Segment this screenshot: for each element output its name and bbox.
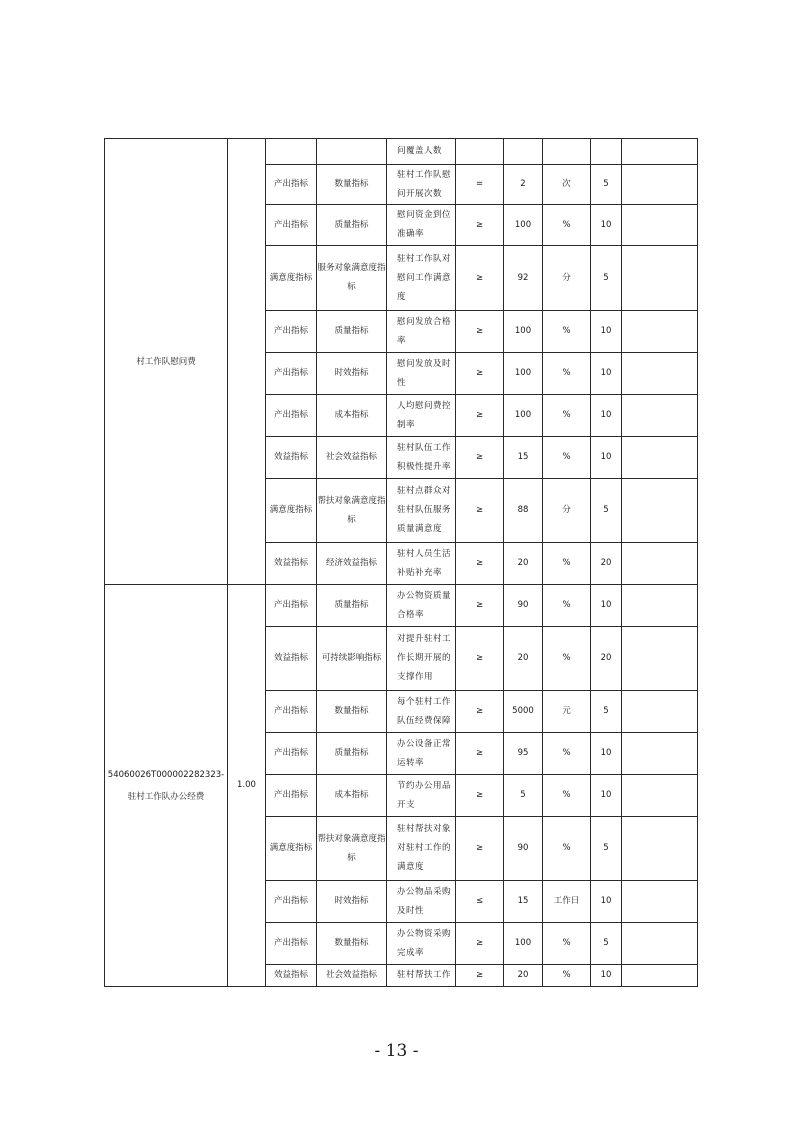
score-cell: 10 (591, 353, 622, 395)
operator-cell: ≤ (456, 881, 504, 923)
unit-cell: % (543, 733, 591, 775)
indicator-type-cell (266, 139, 317, 165)
operator-cell: ≥ (456, 817, 504, 881)
score-cell: 5 (591, 246, 622, 311)
indicator-name-cell: 驻村帮扶工作 (387, 965, 456, 987)
indicator-type-cell: 产出指标 (266, 585, 317, 627)
operator-cell (456, 139, 504, 165)
unit-cell: % (543, 923, 591, 965)
remark-cell (622, 923, 698, 965)
remark-cell (622, 479, 698, 543)
indicator-name-cell: 慰问发放及时性 (387, 353, 456, 395)
operator-cell: ≥ (456, 395, 504, 437)
target-value-cell: 20 (504, 627, 543, 691)
indicator-type-cell: 满意度指标 (266, 246, 317, 311)
operator-cell: = (456, 165, 504, 205)
indicator-type-cell: 效益指标 (266, 437, 317, 479)
remark-cell (622, 775, 698, 817)
target-value-cell: 88 (504, 479, 543, 543)
indicator-type-cell: 产出指标 (266, 733, 317, 775)
unit-cell: 分 (543, 246, 591, 311)
score-cell (591, 139, 622, 165)
indicator-subtype-cell: 时效指标 (317, 881, 387, 923)
target-value-cell: 90 (504, 585, 543, 627)
operator-cell: ≥ (456, 585, 504, 627)
target-value-cell: 90 (504, 817, 543, 881)
project-name-cell: 村工作队慰问费 (105, 139, 228, 585)
score-cell: 10 (591, 881, 622, 923)
unit-cell: % (543, 395, 591, 437)
score-cell: 10 (591, 965, 622, 987)
target-value-cell: 95 (504, 733, 543, 775)
score-cell: 20 (591, 543, 622, 585)
indicator-name-cell: 驻村队伍工作积极性提升率 (387, 437, 456, 479)
unit-cell: % (543, 437, 591, 479)
indicator-subtype-cell: 可持续影响指标 (317, 627, 387, 691)
indicator-name-cell: 慰问发放合格率 (387, 311, 456, 353)
operator-cell: ≥ (456, 733, 504, 775)
unit-cell: % (543, 585, 591, 627)
target-value-cell: 100 (504, 205, 543, 246)
indicator-name-cell: 节约办公用品开支 (387, 775, 456, 817)
target-value-cell: 20 (504, 965, 543, 987)
indicator-subtype-cell: 服务对象满意度指标 (317, 246, 387, 311)
indicator-name-cell: 办公设备正常运转率 (387, 733, 456, 775)
target-value-cell: 100 (504, 395, 543, 437)
indicator-type-cell: 满意度指标 (266, 479, 317, 543)
indicator-subtype-cell: 数量指标 (317, 923, 387, 965)
indicator-type-cell: 效益指标 (266, 965, 317, 987)
indicator-type-cell: 产出指标 (266, 165, 317, 205)
indicator-subtype-cell: 帮扶对象满意度指标 (317, 817, 387, 881)
score-cell: 10 (591, 733, 622, 775)
indicator-name-cell: 人均慰问费控制率 (387, 395, 456, 437)
indicator-type-cell: 效益指标 (266, 627, 317, 691)
score-cell: 10 (591, 395, 622, 437)
score-cell: 20 (591, 627, 622, 691)
remark-cell (622, 881, 698, 923)
unit-cell (543, 139, 591, 165)
page-number: - 13 - (374, 1041, 419, 1061)
indicator-name-cell: 驻村工作队对慰问工作满意度 (387, 246, 456, 311)
performance-indicator-table (104, 138, 698, 987)
indicator-name-cell: 办公物品采购及时性 (387, 881, 456, 923)
remark-cell (622, 585, 698, 627)
indicator-subtype-cell: 帮扶对象满意度指标 (317, 479, 387, 543)
score-cell: 10 (591, 437, 622, 479)
unit-cell: % (543, 775, 591, 817)
indicator-name-cell: 慰问资金到位准确率 (387, 205, 456, 246)
indicator-name-cell: 驻村点群众对驻村队伍服务质量满意度 (387, 479, 456, 543)
indicator-subtype-cell: 成本指标 (317, 395, 387, 437)
indicator-subtype-cell: 经济效益指标 (317, 543, 387, 585)
unit-cell: % (543, 965, 591, 987)
indicator-name-cell: 对提升驻村工作长期开展的支撑作用 (387, 627, 456, 691)
indicator-type-cell: 产出指标 (266, 881, 317, 923)
indicator-type-cell: 产出指标 (266, 923, 317, 965)
indicator-type-cell: 产出指标 (266, 775, 317, 817)
indicator-subtype-cell: 成本指标 (317, 775, 387, 817)
remark-cell (622, 165, 698, 205)
operator-cell: ≥ (456, 775, 504, 817)
indicator-subtype-cell: 社会效益指标 (317, 965, 387, 987)
remark-cell (622, 437, 698, 479)
operator-cell: ≥ (456, 205, 504, 246)
target-value-cell: 100 (504, 353, 543, 395)
indicator-type-cell: 满意度指标 (266, 817, 317, 881)
indicator-name-cell: 每个驻村工作队伍经费保障 (387, 691, 456, 733)
unit-cell: % (543, 353, 591, 395)
target-value-cell (504, 139, 543, 165)
unit-cell: % (543, 817, 591, 881)
remark-cell (622, 691, 698, 733)
indicator-type-cell: 产出指标 (266, 691, 317, 733)
operator-cell: ≥ (456, 479, 504, 543)
target-value-cell: 15 (504, 437, 543, 479)
indicator-type-cell: 产出指标 (266, 395, 317, 437)
project-weight-cell (228, 139, 266, 585)
unit-cell: % (543, 205, 591, 246)
table-row (105, 139, 698, 165)
indicator-name-cell: 驻村工作队慰问开展次数 (387, 165, 456, 205)
remark-cell (622, 311, 698, 353)
remark-cell (622, 627, 698, 691)
table-row (105, 585, 698, 627)
operator-cell: ≥ (456, 311, 504, 353)
score-cell: 5 (591, 479, 622, 543)
operator-cell: ≥ (456, 437, 504, 479)
score-cell: 10 (591, 311, 622, 353)
target-value-cell: 100 (504, 923, 543, 965)
indicator-subtype-cell: 社会效益指标 (317, 437, 387, 479)
indicator-subtype-cell: 数量指标 (317, 691, 387, 733)
unit-cell: 元 (543, 691, 591, 733)
remark-cell (622, 965, 698, 987)
indicator-type-cell: 产出指标 (266, 353, 317, 395)
target-value-cell: 2 (504, 165, 543, 205)
unit-cell: 工作日 (543, 881, 591, 923)
score-cell: 5 (591, 817, 622, 881)
unit-cell: 分 (543, 479, 591, 543)
target-value-cell: 15 (504, 881, 543, 923)
indicator-subtype-cell: 时效指标 (317, 353, 387, 395)
operator-cell: ≥ (456, 543, 504, 585)
indicator-name-cell: 问覆盖人数 (387, 139, 456, 165)
unit-cell: % (543, 627, 591, 691)
indicator-subtype-cell (317, 139, 387, 165)
operator-cell: ≥ (456, 923, 504, 965)
unit-cell: % (543, 543, 591, 585)
indicator-type-cell: 效益指标 (266, 543, 317, 585)
operator-cell: ≥ (456, 691, 504, 733)
remark-cell (622, 353, 698, 395)
unit-cell: 次 (543, 165, 591, 205)
remark-cell (622, 543, 698, 585)
operator-cell: ≥ (456, 965, 504, 987)
remark-cell (622, 139, 698, 165)
indicator-subtype-cell: 质量指标 (317, 205, 387, 246)
operator-cell: ≥ (456, 627, 504, 691)
indicator-type-cell: 产出指标 (266, 205, 317, 246)
target-value-cell: 5000 (504, 691, 543, 733)
operator-cell: ≥ (456, 246, 504, 311)
target-value-cell: 20 (504, 543, 543, 585)
indicator-subtype-cell: 质量指标 (317, 311, 387, 353)
target-value-cell: 100 (504, 311, 543, 353)
score-cell: 10 (591, 205, 622, 246)
unit-cell: % (543, 311, 591, 353)
score-cell: 5 (591, 691, 622, 733)
indicator-subtype-cell: 数量指标 (317, 165, 387, 205)
remark-cell (622, 733, 698, 775)
indicator-type-cell: 产出指标 (266, 311, 317, 353)
score-cell: 10 (591, 775, 622, 817)
indicator-subtype-cell: 质量指标 (317, 585, 387, 627)
score-cell: 5 (591, 923, 622, 965)
project-weight-cell: 1.00 (228, 585, 266, 987)
indicator-name-cell: 驻村帮扶对象对驻村工作的满意度 (387, 817, 456, 881)
target-value-cell: 92 (504, 246, 543, 311)
indicator-subtype-cell: 质量指标 (317, 733, 387, 775)
score-cell: 5 (591, 165, 622, 205)
indicator-name-cell: 办公物资质量合格率 (387, 585, 456, 627)
score-cell: 10 (591, 585, 622, 627)
remark-cell (622, 817, 698, 881)
project-name-cell: 54060026T000002282323-驻村工作队办公经费 (105, 585, 228, 987)
target-value-cell: 5 (504, 775, 543, 817)
indicator-name-cell: 办公物资采购完成率 (387, 923, 456, 965)
remark-cell (622, 395, 698, 437)
indicator-name-cell: 驻村人员生活补贴补充率 (387, 543, 456, 585)
operator-cell: ≥ (456, 353, 504, 395)
remark-cell (622, 205, 698, 246)
remark-cell (622, 246, 698, 311)
